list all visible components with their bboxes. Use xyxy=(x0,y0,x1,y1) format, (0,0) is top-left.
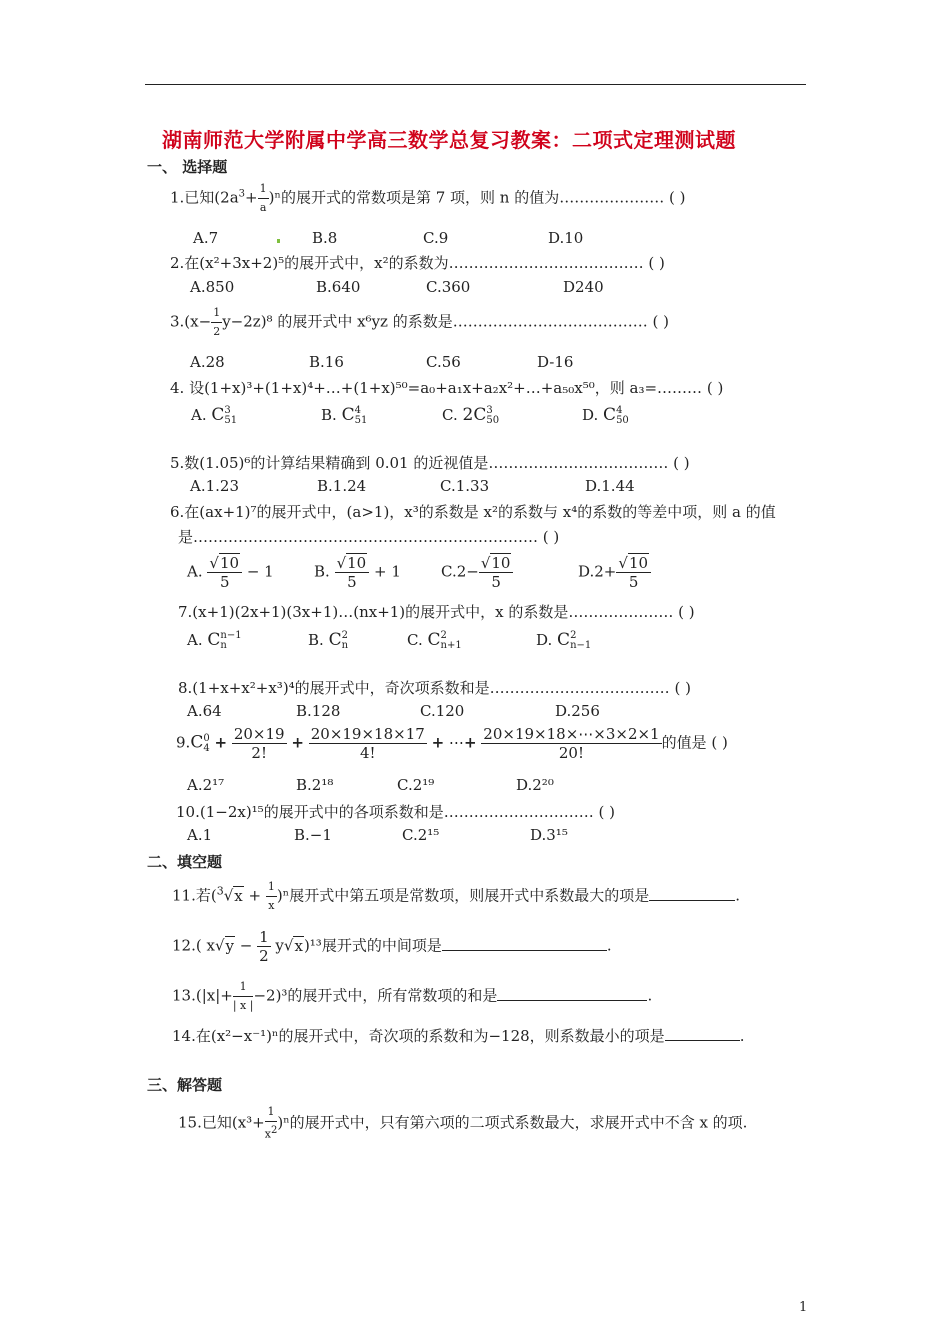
q5-option-b: B.1.24 xyxy=(317,477,367,495)
q1-pre: 1.已知(2a xyxy=(170,188,239,207)
q8-option-d: D.256 xyxy=(555,702,600,720)
question-3 xyxy=(170,304,669,341)
q12-pre: 12.( xyxy=(172,936,202,955)
q9-post: 的值是 ( ) xyxy=(661,733,728,752)
q9-fraction-3 xyxy=(481,725,661,762)
q1-option-d: D.10 xyxy=(548,229,584,247)
q6-c-label: C.2− xyxy=(441,562,479,581)
header-rule xyxy=(145,84,806,85)
q12-post: )¹³展开式的中间项是 xyxy=(303,936,442,955)
q14-end: . xyxy=(739,1027,745,1045)
q9-f1-num: 20×19 xyxy=(233,725,285,743)
q3-frac-num: 1 xyxy=(211,304,222,323)
question-9: 9.C 0 4 + $\frac{20\times 19}{2!}$ + $\frac{20\times 19\times 18\times 17}{4!}$ + ⋯+ $\frac{20\times 19\times 18\times\cdots\times 3\times 2\times 1}{20!}$ 的值是 ( ) xyxy=(176,725,728,762)
q5-option-c: C.1.33 xyxy=(440,477,490,495)
q2-option-a: A.850 xyxy=(190,278,235,296)
q2-option-b: B.640 xyxy=(316,278,361,296)
q2-option-c: C.360 xyxy=(426,278,471,296)
q6-b-label: B. xyxy=(314,562,330,581)
green-dot-mark xyxy=(277,239,280,243)
q3-frac-den: 2 xyxy=(213,325,221,338)
q3-fraction xyxy=(211,304,222,341)
q6-option-b: B. $\frac{√10}{5}$ + 1 xyxy=(314,554,401,591)
q14-blank[interactable] xyxy=(665,1040,740,1041)
document-title: 湖南师范大学附属中学高三数学总复习教案：二项式定理测试题 xyxy=(162,128,736,152)
q7-a-label: A. xyxy=(187,631,203,649)
q4-b-label: B. xyxy=(321,406,337,424)
q9-f2-num: 20×19×18×17 xyxy=(310,725,425,743)
q10-option-d: D.3¹⁵ xyxy=(530,826,568,844)
section-heading-answer: 三、解答题 xyxy=(147,1076,223,1094)
q9-f3-den: 20! xyxy=(558,744,585,762)
q13-blank[interactable] xyxy=(497,1000,647,1001)
q3-option-d: D-16 xyxy=(537,353,574,371)
q13-pre: 13.(|x|+ xyxy=(172,986,233,1005)
question-7: 7.(x+1)(2x+1)(3x+1)…(nx+1)的展开式中，x 的系数是………………… ( ) xyxy=(178,603,695,621)
q7-option-c: C. C 2 n+1 xyxy=(407,630,462,651)
question-11: 11.若($^3$√x + $\frac{1}{x}$ )ⁿ展开式中第五项是常数项，则展开式中系数最大的项是 . xyxy=(172,880,740,912)
q9-fraction-2 xyxy=(309,725,427,762)
q1-option-b: B.8 xyxy=(312,229,338,247)
q6-a-label: A. xyxy=(187,562,203,581)
q1-post: )ⁿ的展开式的常数项是第 7 项，则 n 的值为………………… ( ) xyxy=(268,188,686,207)
q6-option-d: D.2+ $\frac{√10}{5}$ xyxy=(578,554,651,591)
q1-plus: + xyxy=(245,188,258,207)
q9-f3-num: 20×19×18×⋯×3×2×1 xyxy=(483,725,660,743)
question-5: 5.数(1.05)⁶的计算结果精确到 0.01 的近视值是……………………………… ( ) xyxy=(170,454,690,472)
q2-option-d: D240 xyxy=(563,278,604,296)
question-13: 13.(|x|+ $\frac{1}{| x |}$ −2)³的展开式中，所有常数项的和是 . xyxy=(172,980,653,1012)
q3-pre: 3.(x− xyxy=(170,312,212,331)
q5-option-a: A.1.23 xyxy=(190,477,239,495)
section-heading-fill: 二、填空题 xyxy=(147,853,223,871)
q3-option-a: A.28 xyxy=(190,353,225,371)
q1-option-a: A.7 xyxy=(193,229,219,247)
q6-option-a: A. $\frac{√10}{5}$ − 1 xyxy=(187,554,274,591)
q9-f2-den: 4! xyxy=(359,744,376,762)
q9-pre: 9. xyxy=(176,733,191,752)
q10-option-b: B.−1 xyxy=(294,826,332,844)
q11-blank[interactable] xyxy=(649,900,735,901)
q9-f1-den: 2! xyxy=(251,744,267,762)
q6-option-c: C.2− $\frac{√10}{5}$ xyxy=(441,554,513,591)
q7-c-label: C. xyxy=(407,631,423,649)
q7-d-label: D. xyxy=(536,631,553,649)
q7-b-label: B. xyxy=(308,631,324,649)
q4-option-c: C. 2C 3 50 xyxy=(442,405,500,426)
question-4: 4. 设(1+x)³+(1+x)⁴+…+(1+x)⁵⁰=a₀+a₁x+a₂x²+…+a₅₀x⁵⁰，则 a₃=……… ( ) xyxy=(170,379,724,397)
q14-text: 14.在(x²−x⁻¹)ⁿ的展开式中，奇次项的系数和为−128，则系数最小的项是 xyxy=(172,1027,665,1045)
q13-end: . xyxy=(647,986,653,1005)
q11-post: )ⁿ展开式中第五项是常数项，则展开式中系数最大的项是 xyxy=(276,886,650,905)
q4-a-label: A. xyxy=(191,406,207,424)
q1-option-c: C.9 xyxy=(423,229,449,247)
q5-option-d: D.1.44 xyxy=(585,477,635,495)
q10-option-c: C.2¹⁵ xyxy=(402,826,440,844)
page-number: 1 xyxy=(799,1300,808,1315)
q11-pre: 11.若( xyxy=(172,886,217,905)
q9-option-a: A.2¹⁷ xyxy=(187,776,225,794)
question-6-line1: 6.在(ax+1)⁷的展开式中，(a>1)，x³的系数是 x²的系数与 x⁴的系数的等差中项，则 a 的值 xyxy=(170,503,776,521)
question-8: 8.(1+x+x²+x³)⁴的展开式中，奇次项系数和是……………………………… ( ) xyxy=(178,679,691,697)
q3-option-b: B.16 xyxy=(309,353,344,371)
q4-option-b: B. C 4 51 xyxy=(321,405,368,426)
q4-option-d: D. C 4 50 xyxy=(582,405,629,426)
question-12: 12.( x√y − $\frac{1}{2}$ y√x)¹³展开式的中间项是 . xyxy=(172,928,612,965)
q12-end: . xyxy=(606,936,612,955)
section-heading-choice: 一、 选择题 xyxy=(147,158,228,176)
q7-option-d: D. C 2 n−1 xyxy=(536,630,592,651)
q9-option-d: D.2²⁰ xyxy=(516,776,554,794)
q1-fraction xyxy=(258,180,269,217)
q15-post: )ⁿ的展开式中，只有第六项的二项式系数最大，求展开式中不含 x 的项. xyxy=(277,1113,748,1132)
q4-c-label: C. xyxy=(442,406,458,424)
q10-option-a: A.1 xyxy=(187,826,213,844)
question-2: 2.在(x²+3x+2)⁵的展开式中，x²的系数为………………………………… ( ) xyxy=(170,254,665,272)
q4-d-label: D. xyxy=(582,406,599,424)
q9-fraction-1 xyxy=(232,725,287,762)
q8-option-a: A.64 xyxy=(187,702,222,720)
q11-end: . xyxy=(735,886,740,905)
q1-frac-num: 1 xyxy=(258,180,269,199)
q7-option-a: A. C n−1 n xyxy=(187,630,242,651)
q3-option-c: C.56 xyxy=(426,353,461,371)
q8-option-c: C.120 xyxy=(420,702,465,720)
question-10: 10.(1−2x)¹⁵的展开式中的各项系数和是………………………… ( ) xyxy=(176,803,615,821)
question-15: 15.已知(x³+ $\frac{1}{x^2}$ )ⁿ的展开式中，只有第六项的二项式系数最大，求展开式中不含 x 的项. xyxy=(178,1105,748,1141)
q9-option-c: C.2¹⁹ xyxy=(397,776,435,794)
q8-option-b: B.128 xyxy=(296,702,341,720)
q13-post: −2)³的展开式中，所有常数项的和是 xyxy=(253,986,498,1005)
q4-option-a: A. C 3 51 xyxy=(191,405,238,426)
q12-blank[interactable] xyxy=(442,950,607,951)
q7-option-b: B. C 2 n xyxy=(308,630,349,651)
question-6-line2: 是…………………………………………………………… ( ) xyxy=(178,528,560,546)
q6-d-label: D.2+ xyxy=(578,562,617,581)
question-1: 1.已知($2a^3+$ $\frac{1}{a}$ )ⁿ的展开式的常数项是第 7 项，则 n 的值为………………… ( ) xyxy=(170,180,685,217)
q3-post: y−2z)⁸ 的展开式中 x⁶yz 的系数是………………………………… ( ) xyxy=(222,312,669,331)
q1-frac-den: a xyxy=(259,201,267,214)
question-14 xyxy=(172,1025,744,1046)
q9-option-b: B.2¹⁸ xyxy=(296,776,334,794)
q15-pre: 15.已知(x³+ xyxy=(178,1113,265,1132)
